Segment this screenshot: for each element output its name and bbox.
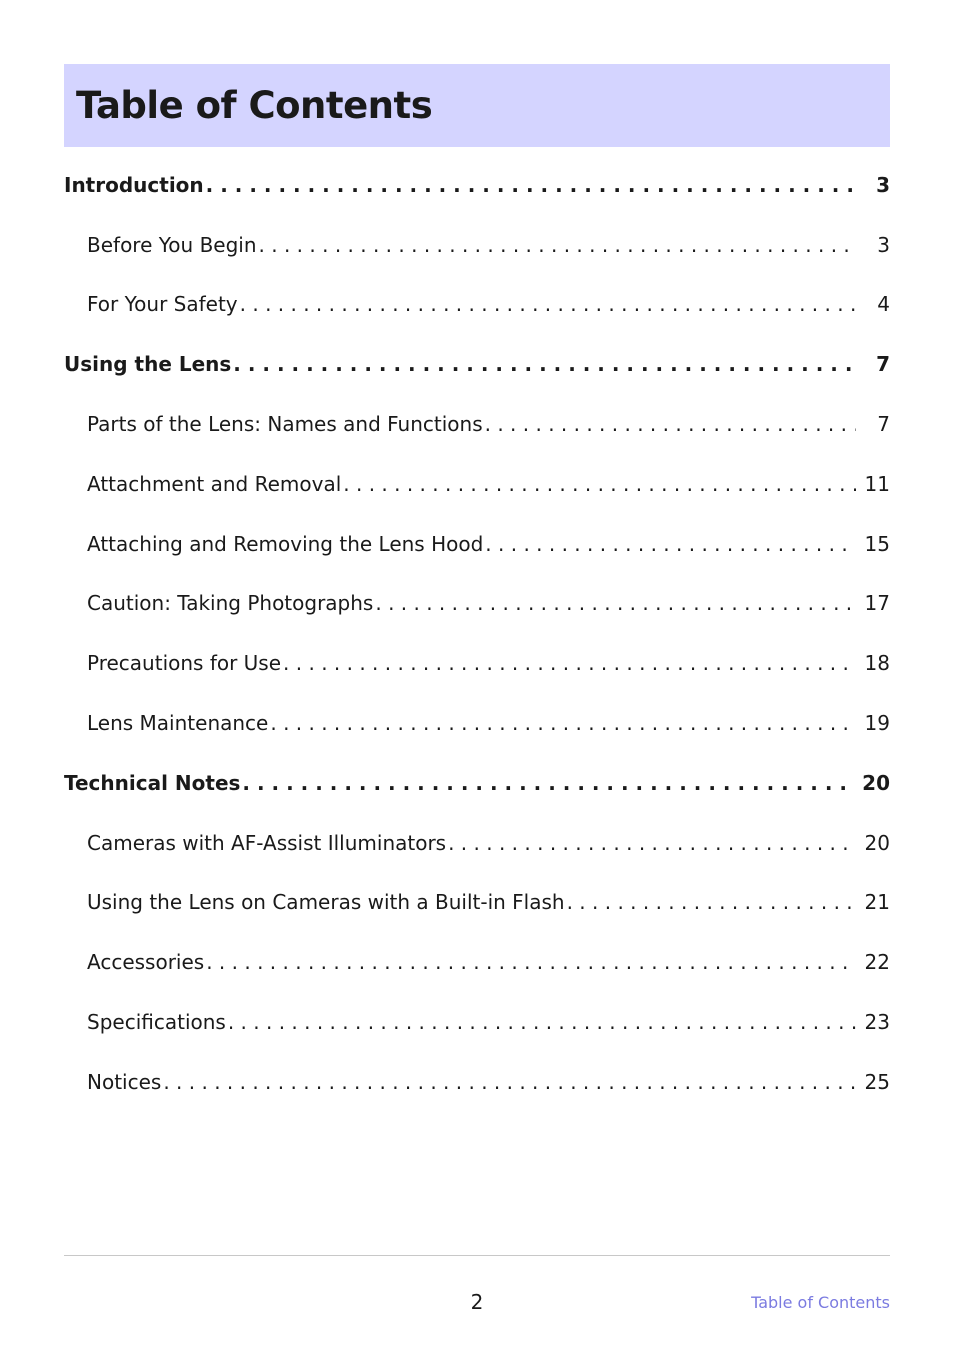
toc-entry-label: Introduction <box>64 172 204 197</box>
toc-subsection-entry[interactable] <box>64 873 890 933</box>
dot-leader <box>206 175 856 195</box>
title-band <box>64 64 890 147</box>
toc-entry-page: 21 <box>864 890 890 915</box>
toc-subsection-entry[interactable] <box>64 992 890 1052</box>
toc-section-entry[interactable] <box>64 155 890 215</box>
toc-entry-page: 11 <box>864 471 890 496</box>
toc-entry-label: Using the Lens <box>64 352 232 377</box>
toc-entry-page: 25 <box>864 1069 890 1094</box>
dot-leader <box>343 474 856 494</box>
footer-divider <box>64 1255 890 1256</box>
footer-page-number: 2 <box>470 1290 484 1314</box>
toc-entry-page: 19 <box>864 711 890 736</box>
toc-entry-label: Technical Notes <box>64 770 241 795</box>
dot-leader <box>228 1012 856 1032</box>
toc-entry-page: 4 <box>877 292 890 317</box>
toc-subsection-entry[interactable] <box>64 514 890 574</box>
toc-entry-page: 20 <box>864 830 890 855</box>
toc-subsection-entry[interactable] <box>64 574 890 634</box>
dot-leader <box>240 294 856 314</box>
dot-leader <box>270 713 856 733</box>
toc-entry-label: Accessories <box>87 950 205 975</box>
dot-leader <box>283 653 856 673</box>
toc-entry-label: Cameras with AF-Assist Illuminators <box>87 830 447 855</box>
page-title: Table of Contents <box>76 84 433 127</box>
dot-leader <box>233 354 856 374</box>
toc-subsection-entry[interactable] <box>64 813 890 873</box>
dot-leader <box>163 1072 856 1092</box>
toc-entry-label: Attaching and Removing the Lens Hood <box>87 531 484 556</box>
toc-entry-label: Lens Maintenance <box>87 711 269 736</box>
toc-entry-page: 3 <box>877 232 890 257</box>
toc-subsection-entry[interactable] <box>64 633 890 693</box>
toc-entry-label: Before You Begin <box>87 232 257 257</box>
toc-entry-label: Notices <box>87 1069 162 1094</box>
toc-entry-page: 7 <box>876 352 890 377</box>
toc-entry-label: Caution: Taking Photographs <box>87 591 374 616</box>
toc-entry-label: Precautions for Use <box>87 651 282 676</box>
toc-entry-label: For Your Safety <box>87 292 238 317</box>
toc-entry-label: Specifications <box>87 1010 226 1035</box>
toc-entry-page: 15 <box>864 531 890 556</box>
dot-leader <box>375 593 856 613</box>
dot-leader <box>485 534 856 554</box>
toc-subsection-entry[interactable] <box>64 275 890 335</box>
toc-entry-label: Attachment and Removal <box>87 471 342 496</box>
table-of-contents <box>64 155 890 1112</box>
toc-section-entry[interactable] <box>64 753 890 813</box>
dot-leader <box>485 414 856 434</box>
toc-entry-page: 23 <box>864 1010 890 1035</box>
dot-leader <box>448 833 856 853</box>
toc-entry-page: 20 <box>862 770 890 795</box>
toc-entry-label: Parts of the Lens: Names and Functions <box>87 412 483 437</box>
footer-section-link[interactable]: Table of Contents <box>751 1293 890 1312</box>
toc-subsection-entry[interactable] <box>64 394 890 454</box>
toc-entry-page: 3 <box>876 172 890 197</box>
dot-leader <box>567 892 856 912</box>
toc-entry-page: 22 <box>864 950 890 975</box>
toc-subsection-entry[interactable] <box>64 932 890 992</box>
dot-leader <box>206 952 856 972</box>
toc-subsection-entry[interactable] <box>64 693 890 753</box>
toc-entry-page: 18 <box>864 651 890 676</box>
toc-entry-page: 7 <box>877 412 890 437</box>
toc-section-entry[interactable] <box>64 334 890 394</box>
toc-subsection-entry[interactable] <box>64 1052 890 1112</box>
toc-subsection-entry[interactable] <box>64 215 890 275</box>
toc-subsection-entry[interactable] <box>64 454 890 514</box>
toc-entry-label: Using the Lens on Cameras with a Built-in Flash <box>87 890 565 915</box>
toc-entry-page: 17 <box>864 591 890 616</box>
dot-leader <box>242 773 854 793</box>
dot-leader <box>259 235 856 255</box>
